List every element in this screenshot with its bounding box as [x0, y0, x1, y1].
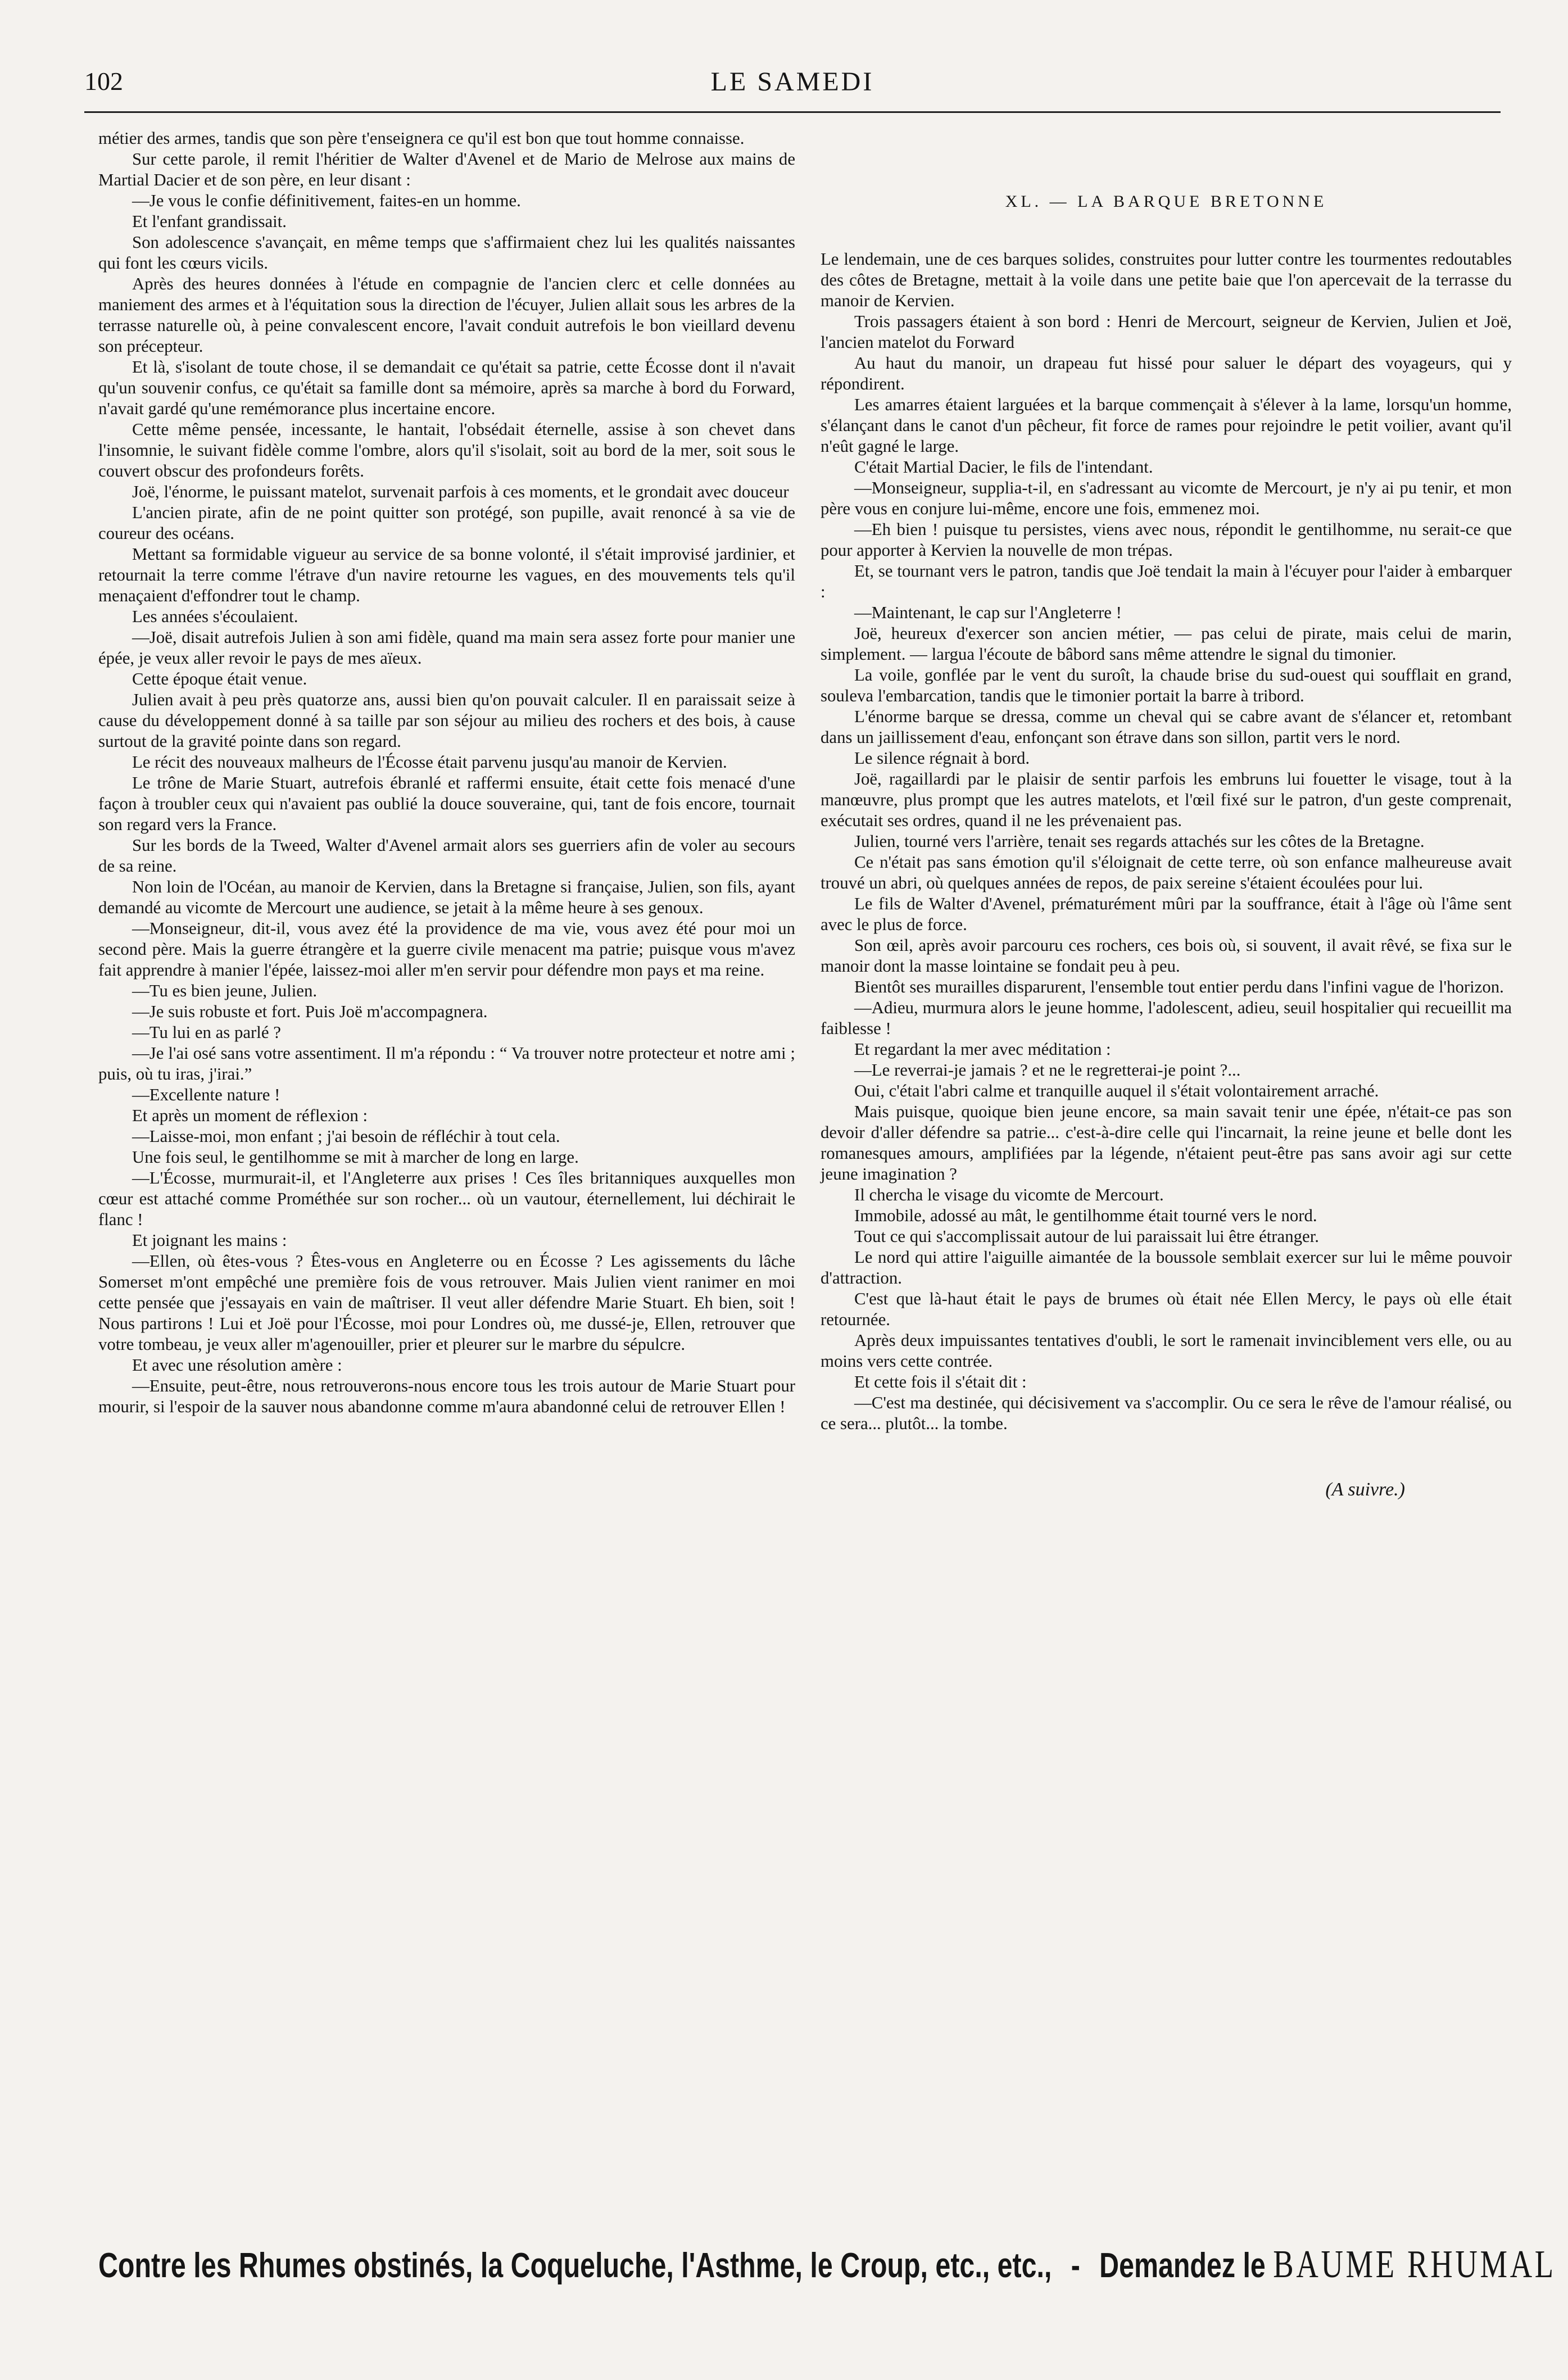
paragraph: Ce n'était pas sans émotion qu'il s'éloignait de cette terre, où son enfance malheureuse avait trouvé un abri, où quelques années de repos, de paix sereine s'étaient écoulées pour lui. [821, 853, 1512, 892]
paragraph: —Je vous le confie définitivement, faites-en un homme. [132, 191, 521, 210]
paragraph: Joë, ragaillardi par le plaisir de sentir parfois les embruns lui fouetter le visage, tout à la manœuvre, plus prompt que les autres matelots, et l'œil fixé sur le patron, d'un geste comprenait, exécutait ses ordres, quand il ne les prévenaient pas. [821, 769, 1512, 830]
paragraph: Après des heures données à l'étude en compagnie de l'ancien clerc et celle données au maniement des armes et à l'équitation sous la direction de l'écuyer, Julien allait sous les arbres de la terrasse naturelle où, à peine convalescent encore, l'avait conduit autrefois le bon vieillard devenu son précepteur. [98, 274, 795, 356]
paragraph: Au haut du manoir, un drapeau fut hissé pour saluer le départ des voyageurs, qui y répondirent. [821, 353, 1512, 393]
paragraph: —Je l'ai osé sans votre assentiment. Il m'a répondu : “ Va trouver notre protecteur et notre ami ; puis, où tu iras, j'irai.” [98, 1044, 795, 1084]
paragraph: —Monseigneur, dit-il, vous avez été la providence de ma vie, vous avez été pour moi un second père. Mais la guerre étrangère et la guerre civile menacent ma patrie; puisque vous m'avez fait apprendre à manier l'épée, laissez-moi aller m'en servir pour défendre mon pays et ma reine. [98, 919, 795, 980]
paragraph: Julien, tourné vers l'arrière, tenait ses regards attachés sur les côtes de la Bretagne. [854, 832, 1425, 851]
paragraph: Le trône de Marie Stuart, autrefois ébranlé et raffermi ensuite, était cette fois menacé d'une façon à troubler ceux qui n'avaient pas oublié la douce souveraine, qui, tant de fois encore, tournait son regard vers la France. [98, 773, 795, 834]
to-be-continued: (A suivre.) [1325, 1479, 1405, 1500]
paragraph: —Ellen, où êtes-vous ? Êtes-vous en Angleterre ou en Écosse ? Les agissements du lâche Somerset m'ont empêché une première fois de vous retrouver. Mais Julien vient ranimer en moi cette pensée que j'essayais en vain de maîtriser. Il veut aller défendre Marie Stuart. Eh bien, soit ! Nous partirons ! Lui et Joë pour l'Écosse, moi pour Londres où, me dussé-je, Ellen, retrouver que votre tombeau, je veux aller m'agenouiller, prier et pleurer sur le marbre du sépulcre. [98, 1252, 795, 1354]
paragraph: —L'Écosse, murmurait-il, et l'Angleterre aux prises ! Ces îles britanniques auxquelles mon cœur est attaché comme Prométhée sur son rocher... où un vautour, éternellement, lui déchirait le flanc ! [98, 1168, 795, 1229]
paragraph: —Tu lui en as parlé ? [132, 1023, 281, 1042]
paragraph: Joë, l'énorme, le puissant matelot, survenait parfois à ces moments, et le grondait avec douceur [132, 482, 789, 501]
paragraph: —Ensuite, peut-être, nous retrouverons-nous encore tous les trois autour de Marie Stuart pour mourir, si l'espoir de la sauver nous abandonne comme m'aura abandonné celui de retrouver Ellen ! [98, 1376, 795, 1416]
left-column [98, 128, 795, 1417]
paragraph: Julien avait à peu près quatorze ans, aussi bien qu'on pouvait calculer. Il en paraissait seize à cause du développement donné à sa taille par son séjour au milieu des rochers et des bois, à cause surtout de la gravité pointe dans son regard. [98, 690, 795, 751]
paragraph: Cette époque était venue. [132, 669, 307, 688]
paragraph: Tout ce qui s'accomplissait autour de lui paraissait lui être étranger. [854, 1227, 1319, 1246]
paragraph: —Je suis robuste et fort. Puis Joë m'accompagnera. [132, 1002, 488, 1021]
paragraph: Le lendemain, une de ces barques solides, construites pour lutter contre les tourmentes redoutables des côtes de Bretagne, mettait à la voile dans une petite baie que l'on apercevait de la terrasse du manoir de Kervien. [821, 250, 1512, 310]
paragraph: Mais puisque, quoique bien jeune encore, sa main savait tenir une épée, n'était-ce pas son devoir d'aller défendre sa patrie... c'est-à-dire celle qui l'incarnait, la reine jeune et belle dont les romanesques amours, amplifiées par la légende, n'étaient peut-être pas sans avoir agi sur cette jeune imagination ? [821, 1102, 1512, 1184]
paragraph: C'était Martial Dacier, le fils de l'intendant. [854, 457, 1153, 477]
paragraph: Et avec une résolution amère : [132, 1356, 342, 1375]
paragraph: Trois passagers étaient à son bord : Henri de Mercourt, seigneur de Kervien, Julien et Joë, l'ancien matelot du Forward [821, 312, 1512, 352]
page-header [84, 66, 1501, 106]
paragraph: Et après un moment de réflexion : [132, 1106, 368, 1125]
paragraph: Une fois seul, le gentilhomme se mit à marcher de long en large. [132, 1148, 579, 1167]
advert-left-text: Contre les Rhumes obstinés, la Coqueluche, l'Asthme, le Croup, etc., etc., [98, 2246, 1052, 2285]
paragraph: C'est que là-haut était le pays de brumes où était née Ellen Mercy, le pays où elle était retournée. [821, 1289, 1512, 1329]
page-number: 102 [84, 67, 123, 96]
paragraph: La voile, gonflée par le vent du suroît, la chaude brise du sud-ouest qui soufflait en grand, souleva l'embarcation, tandis que le timonier portait la barre à tribord. [821, 665, 1512, 705]
paragraph: Sur les bords de la Tweed, Walter d'Avenel armait alors ses guerriers afin de voler au secours de sa reine. [98, 836, 795, 876]
page-title: LE SAMEDI [710, 67, 874, 97]
paragraph: Bientôt ses murailles disparurent, l'ensemble tout entier perdu dans l'infini vague de l'horizon. [854, 977, 1504, 996]
paragraph: Et regardant la mer avec méditation : [854, 1040, 1111, 1059]
paragraph: Les amarres étaient larguées et la barque commençait à s'élever à la lame, lorsqu'un homme, s'élançant dans le canot d'un pêcheur, fit force de rames pour rejoindre le petit voilier, avant qu'il n'eût gagné le large. [821, 395, 1512, 456]
right-column-paragraphs [821, 249, 1512, 1434]
paragraph: —Excellente nature ! [132, 1085, 280, 1104]
paragraph: Il chercha le visage du vicomte de Mercourt. [854, 1185, 1164, 1204]
paragraph: Joë, heureux d'exercer son ancien métier, — pas celui de pirate, mais celui de marin, simplement. — largua l'écoute de bâbord sans même attendre le signal du timonier. [821, 624, 1512, 664]
paragraph: Son adolescence s'avançait, en même temps que s'affirmaient chez lui les qualités naissantes qui font les cœurs vicils. [98, 233, 795, 273]
paragraph: Immobile, adossé au mât, le gentilhomme était tourné vers le nord. [854, 1206, 1317, 1225]
paragraph: L'énorme barque se dressa, comme un cheval qui se cabre avant de s'élancer et, retombant dans un jaillissement d'eau, enfonçant son étrave dans son sillon, partit vers le nord. [821, 707, 1512, 747]
paragraph: —Le reverrai-je jamais ? et ne le regretterai-je point ?... [854, 1060, 1241, 1080]
paragraph: Et l'enfant grandissait. [132, 212, 287, 231]
paragraph: —Tu es bien jeune, Julien. [132, 981, 318, 1000]
advert-brand: BAUME RHUMAL [1273, 2243, 1556, 2286]
advert-dash: - [1071, 2246, 1080, 2285]
paragraph: Le silence régnait à bord. [854, 749, 1030, 768]
paragraph: Les années s'écoulaient. [132, 607, 298, 626]
paragraph: —Adieu, murmura alors le jeune homme, l'adolescent, adieu, seuil hospitalier qui recueillit ma faiblesse ! [821, 998, 1512, 1038]
paragraph: Le nord qui attire l'aiguille aimantée de la boussole semblait exercer sur lui le même pouvoir d'attraction. [821, 1248, 1512, 1288]
right-column [821, 191, 1512, 1500]
paragraph: Et joignant les mains : [132, 1231, 287, 1250]
paragraph: Non loin de l'Océan, au manoir de Kervien, dans la Bretagne si française, Julien, son fils, ayant demandé au vicomte de Mercourt une audience, se jetait à la même heure à ses genoux. [98, 877, 795, 917]
paragraph: Mettant sa formidable vigueur au service de sa bonne volonté, il s'était improvisé jardinier, et retournait la terre comme l'étrave d'un navire retourne les vagues, en des mouvements tels qu'il menaçaient d'effondrer tout le champ. [98, 545, 795, 605]
paragraph: Sur cette parole, il remit l'héritier de Walter d'Avenel et de Mario de Melrose aux mains de Martial Dacier et de son père, en leur disant : [98, 149, 795, 189]
paragraph: Son œil, après avoir parcouru ces rochers, ces bois où, si souvent, il avait rêvé, se fixa sur le manoir dont la masse lointaine se fondait peu à peu. [821, 936, 1512, 976]
paragraph: —Maintenant, le cap sur l'Angleterre ! [854, 603, 1122, 622]
paragraph: Après deux impuissantes tentatives d'oubli, le sort le ramenait invinciblement vers elle, ou au moins vers cette contrée. [821, 1331, 1512, 1371]
paragraph: Le récit des nouveaux malheurs de l'Écosse était parvenu jusqu'au manoir de Kervien. [132, 752, 727, 772]
advert-right-prefix: Demandez le [1099, 2246, 1266, 2285]
paragraph: Et cette fois il s'était dit : [854, 1372, 1027, 1391]
paragraph: —Joë, disait autrefois Julien à son ami fidèle, quand ma main sera assez forte pour manier une épée, je veux aller revoir le pays de mes aïeux. [98, 628, 795, 668]
footer-advert [98, 2242, 1556, 2293]
paragraph: Et, se tournant vers le patron, tandis que Joë tendait la main à l'écuyer pour l'aider à embarquer : [821, 561, 1512, 601]
paragraph: —Monseigneur, supplia-t-il, en s'adressant au vicomte de Mercourt, je n'y ai pu tenir, et mon père vous en conjure lui-même, encore une fois, emmenez moi. [821, 478, 1512, 518]
paragraph: Oui, c'était l'abri calme et tranquille auquel il s'était volontairement arraché. [854, 1081, 1379, 1100]
paragraph: métier des armes, tandis que son père t'enseignera ce qu'il est bon que tout homme connaisse. [98, 129, 745, 148]
paragraph: —Laisse-moi, mon enfant ; j'ai besoin de réfléchir à tout cela. [132, 1127, 560, 1146]
paragraph: Cette même pensée, incessante, le hantait, l'obsédait éternelle, assise à son chevet dans l'insomnie, le suivant fidèle comme l'ombre, alors qu'il s'isolait, soit au bord de la mer, soit sous le couvert obscur des profondeurs forêts. [98, 420, 795, 480]
paragraph: Le fils de Walter d'Avenel, prématurément mûri par la souffrance, était à l'âge où l'âme sent avec le plus de force. [821, 894, 1512, 934]
paragraph: —Eh bien ! puisque tu persistes, viens avec nous, répondit le gentilhomme, nu serait-ce que pour apporter à Kervien la nouvelle de mon trépas. [821, 520, 1512, 560]
paragraph: Et là, s'isolant de toute chose, il se demandait ce qu'était sa patrie, cette Écosse dont il n'avait qu'un souvenir confus, ce qu'était sa famille dont sa mémoire, après sa marche à bord du Forward, n'avait gardé qu'une remémorance plus incertaine encore. [98, 357, 795, 418]
paragraph: L'ancien pirate, afin de ne point quitter son protégé, son pupille, avait renoncé à sa vie de coureur des océans. [98, 503, 795, 543]
paragraph: —C'est ma destinée, qui décisivement va s'accomplir. Ou ce sera le rêve de l'amour réalisé, ou ce sera... plutôt... la tombe. [821, 1393, 1512, 1433]
chapter-title: XL. — LA BARQUE BRETONNE [1005, 192, 1327, 211]
header-rule [84, 111, 1501, 113]
